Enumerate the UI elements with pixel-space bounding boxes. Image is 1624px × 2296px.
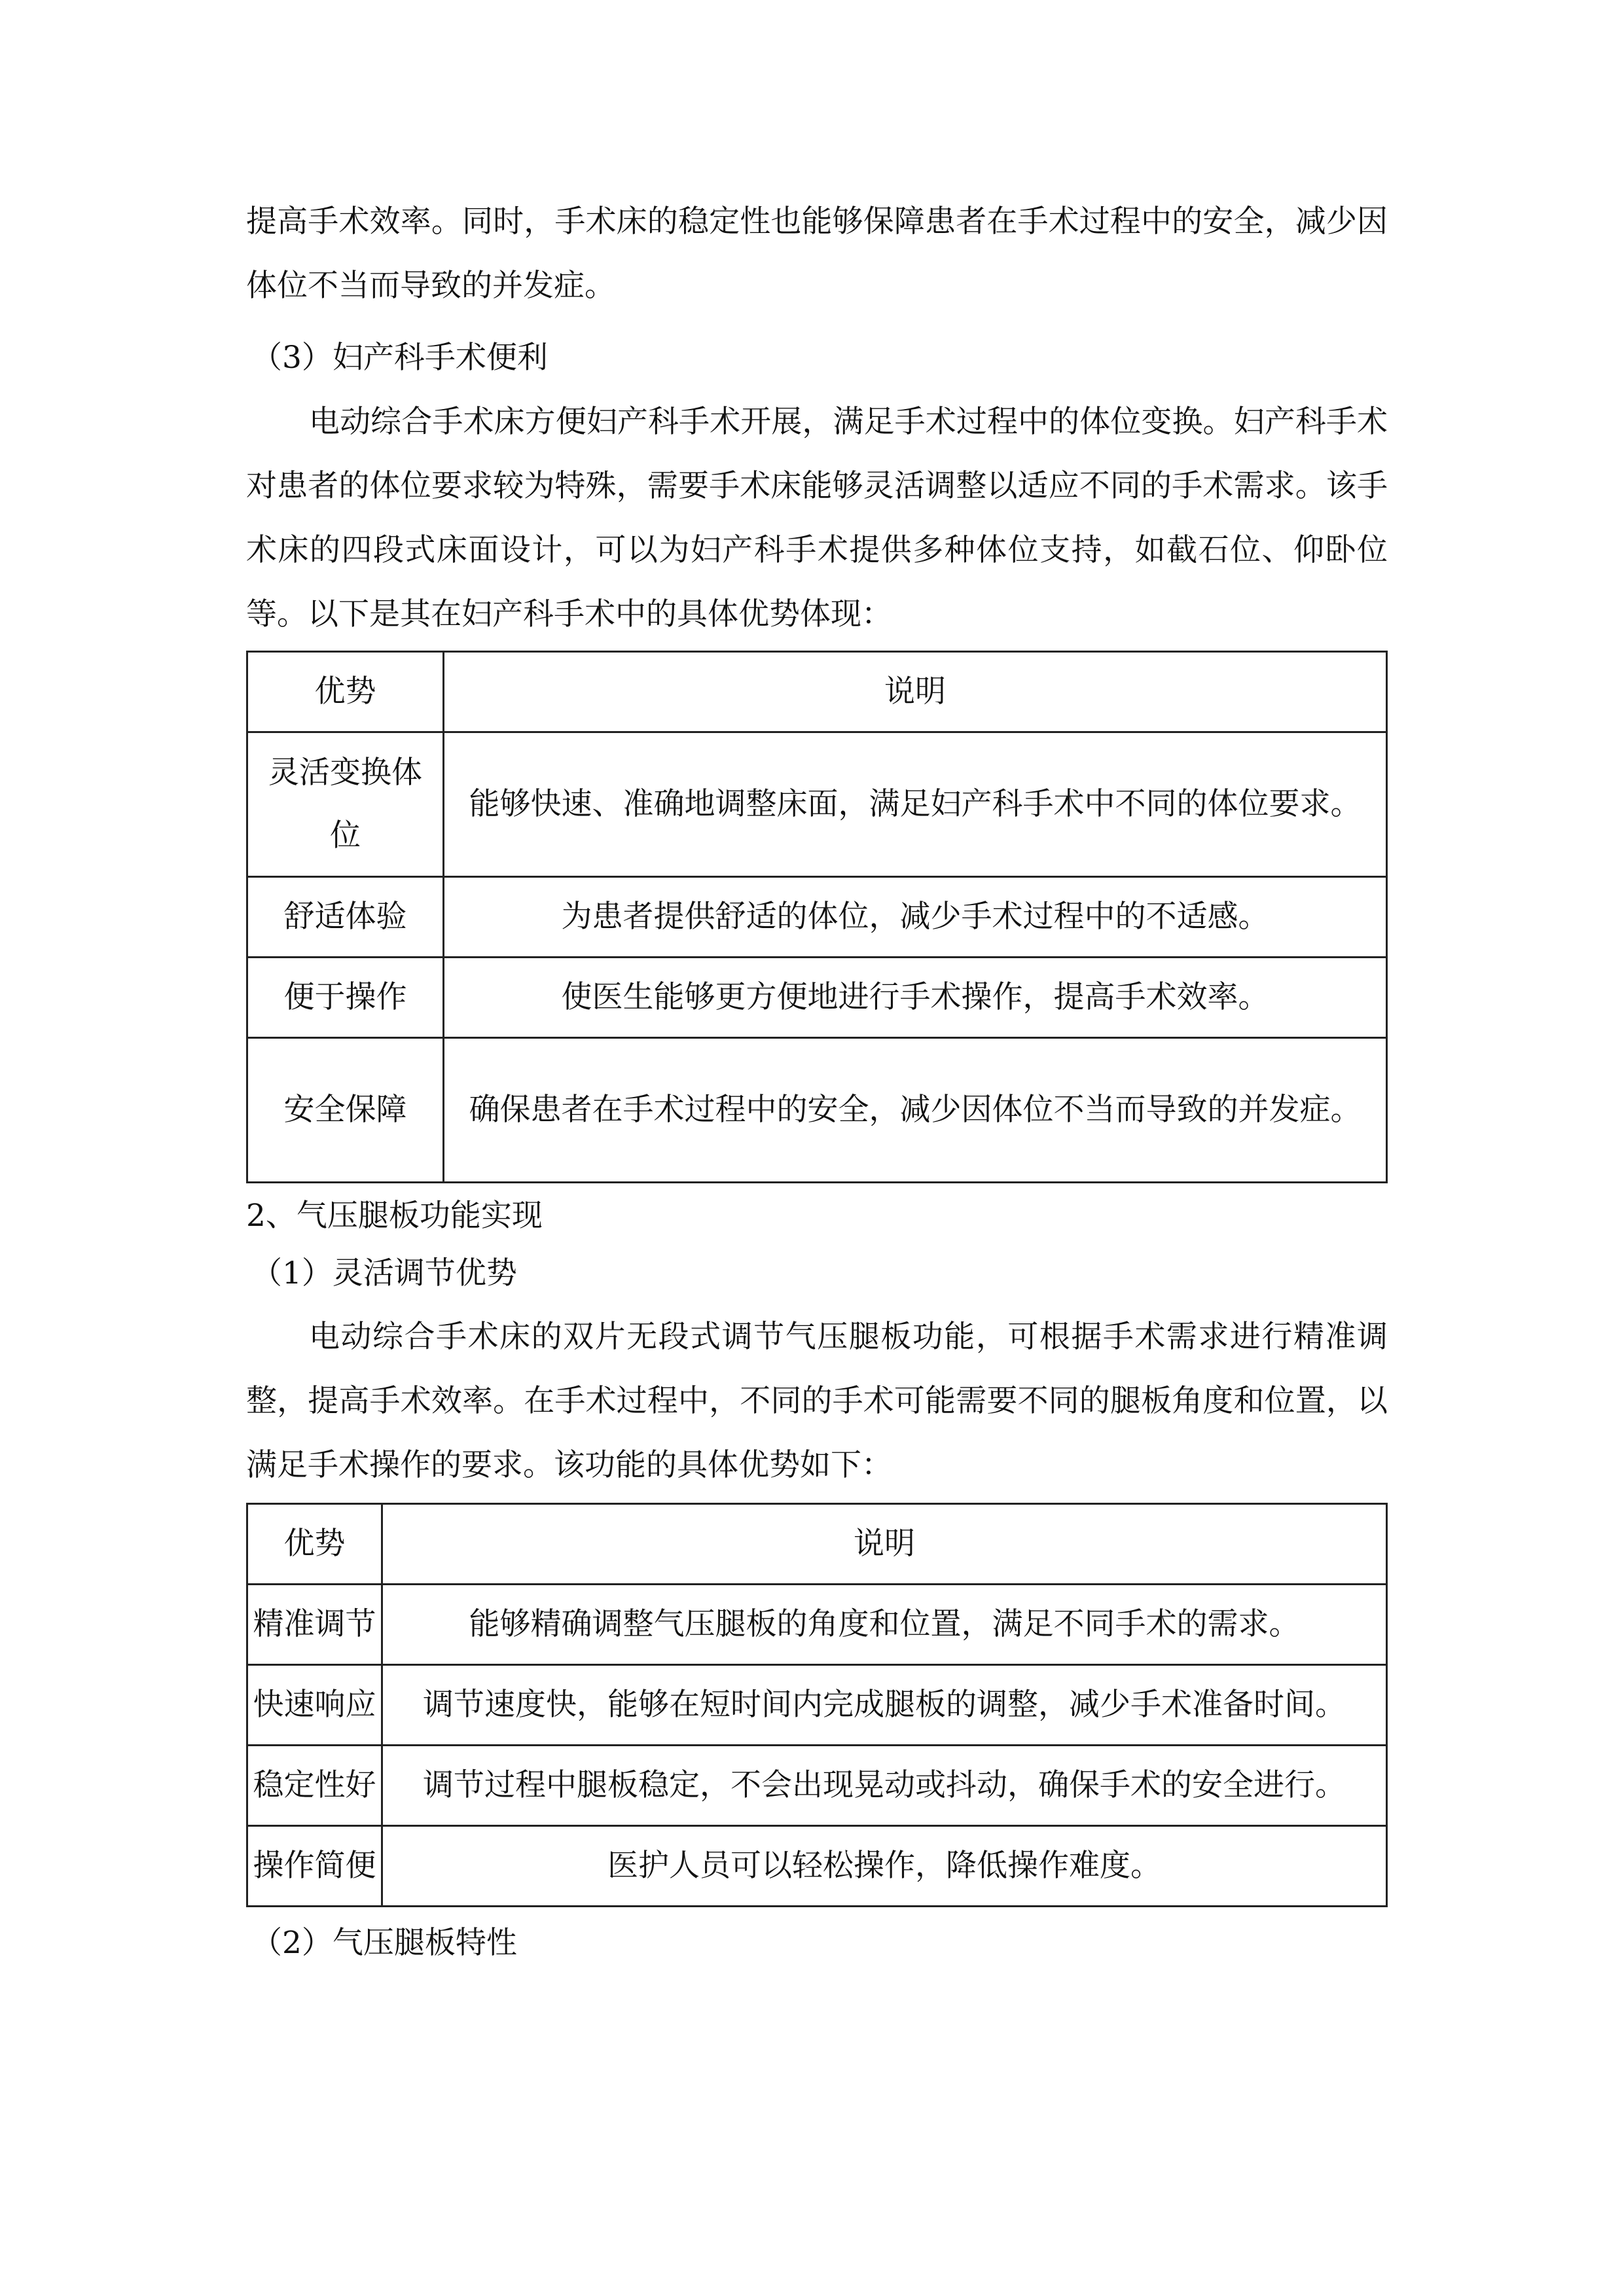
section3-body: 电动综合手术床方便妇产科手术开展，满足手术过程中的体位变换。妇产科手术对患者的体位要求较为特殊，需要手术床能够灵活调整以适应不同的手术需求。该手术床的四段式床面设计，可以为妇产科手术提供多种体位支持，如截石位、仰卧位等。以下是其在妇产科手术中的具体优势体现：: [246, 404, 1388, 632]
table-row: [247, 1038, 1387, 1183]
table-row: [247, 958, 1387, 1038]
table-cell-desc: 为患者提供舒适的体位，减少手术过程中的不适感。: [444, 877, 1387, 958]
table-cell-desc: 能够精确调整气压腿板的角度和位置，满足不同手术的需求。: [382, 1585, 1387, 1665]
table-cell-label: 灵活变换体位: [247, 732, 444, 877]
table-cell-label: 安全保障: [247, 1038, 444, 1183]
table-obgyn-advantages: [246, 651, 1388, 1183]
table-cell-label: 稳定性好: [247, 1746, 382, 1826]
table-header-advantage: 优势: [247, 1504, 382, 1585]
table-row: [247, 1826, 1387, 1907]
table-cell-label: 便于操作: [247, 958, 444, 1038]
table-header-advantage: 优势: [247, 652, 444, 732]
table-cell-desc: 确保患者在手术过程中的安全，减少因体位不当而导致的并发症。: [444, 1038, 1387, 1183]
table-row: [247, 1585, 1387, 1665]
table-cell-label: 操作简便: [247, 1826, 382, 1907]
table-row: [247, 877, 1387, 958]
table-cell-desc: 调节速度快，能够在短时间内完成腿板的调整，减少手术准备时间。: [382, 1665, 1387, 1746]
table-header-row: [247, 652, 1387, 732]
section2-sub1-body: 电动综合手术床的双片无段式调节气压腿板功能，可根据手术需求进行精准调整，提高手术效率。在手术过程中，不同的手术可能需要不同的腿板角度和位置，以满足手术操作的要求。该功能的具体优势如下：: [246, 1319, 1388, 1483]
section2-sub1-heading: （1）灵活调节优势: [251, 1255, 517, 1291]
table-header-description: 说明: [382, 1504, 1387, 1585]
table-row: [247, 732, 1387, 877]
table-cell-desc: 医护人员可以轻松操作，降低操作难度。: [382, 1826, 1387, 1907]
table-row: [247, 1746, 1387, 1826]
table-cell-desc: 使医生能够更方便地进行手术操作，提高手术效率。: [444, 958, 1387, 1038]
document-page: [246, 190, 1388, 1975]
section3-heading: （3）妇产科手术便利: [251, 340, 548, 376]
table-cell-desc: 调节过程中腿板稳定，不会出现晃动或抖动，确保手术的安全进行。: [382, 1746, 1387, 1826]
table-cell-label: 舒适体验: [247, 877, 444, 958]
table-leg-plate-advantages: [246, 1503, 1388, 1907]
intro-paragraph: 提高手术效率。同时，手术床的稳定性也能够保障患者在手术过程中的安全，减少因体位不当而导致的并发症。: [246, 204, 1388, 304]
table-header-description: 说明: [444, 652, 1387, 732]
table-header-row: [247, 1504, 1387, 1585]
section2-sub2-heading: （2）气压腿板特性: [251, 1925, 517, 1961]
table-cell-label: 快速响应: [247, 1665, 382, 1746]
section2-heading: 2、气压腿板功能实现: [246, 1198, 543, 1234]
table-row: [247, 1665, 1387, 1746]
table-cell-label: 精准调节: [247, 1585, 382, 1665]
table-cell-desc: 能够快速、准确地调整床面，满足妇产科手术中不同的体位要求。: [444, 732, 1387, 877]
